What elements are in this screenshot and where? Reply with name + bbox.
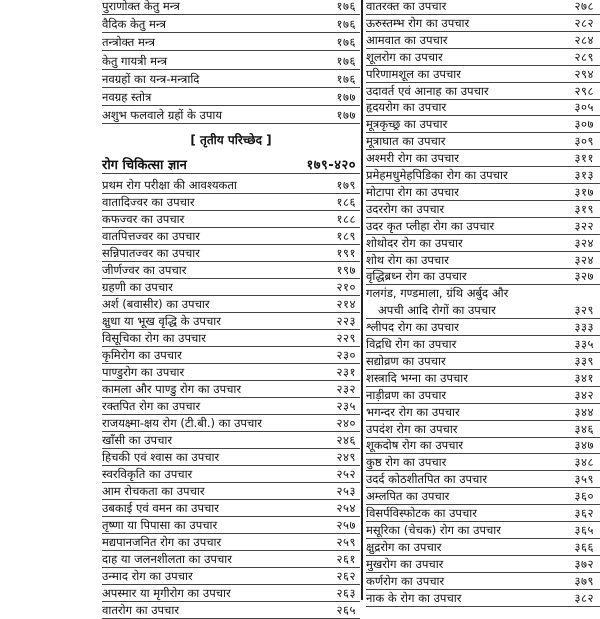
toc-entry-page: २३५	[336, 399, 356, 414]
toc-entry-page: ३७२	[574, 556, 594, 571]
toc-entry-page: २५३	[336, 484, 356, 499]
toc-entry-title: जीर्णज्वर का उपचार	[102, 263, 187, 278]
toc-entry	[366, 283, 600, 301]
toc-entry-page: २३१	[336, 365, 356, 380]
toc-left-column	[102, 0, 360, 618]
column-divider	[361, 0, 363, 600]
toc-entry-page: २३०	[336, 348, 356, 363]
toc-entry-title: मसूरिका (चेचक) रोग का उपचार	[366, 522, 501, 537]
toc-entry-page: १९१	[336, 246, 356, 261]
toc-entry-page: १७६	[336, 17, 356, 32]
toc-entry-title: भगन्दर रोग का उपचार	[366, 404, 460, 419]
toc-entry-page: ३३५	[574, 337, 594, 351]
toc-entry-page: ३३३	[574, 320, 594, 335]
toc-entry-title: स्वरविकृति का उपचार	[102, 467, 193, 482]
toc-entry	[102, 32, 360, 51]
toc-entry-page: २८९	[574, 49, 594, 64]
toc-entry-page: २४०	[336, 416, 356, 431]
toc-entry-title: प्रथम रोग परीक्षा की आवश्यकता	[102, 178, 237, 193]
toc-entry-page: २५७	[336, 518, 356, 533]
toc-entry-page: ३४८	[574, 455, 594, 470]
toc-entry-page: १७९	[336, 178, 356, 193]
toc-entry-title: कृमिरोग का उपचार	[102, 348, 182, 363]
toc-entry-title: उदावर्त एवं आनाह का उपचार	[366, 83, 489, 98]
toc-entry-page: २३२	[336, 382, 356, 397]
toc-entry-page: १८६	[336, 195, 356, 210]
toc-entry-title: वातरक्त का उपचार	[366, 0, 447, 13]
toc-entry-title: नवग्रह स्तोत्र	[102, 90, 152, 104]
toc-entry-title: अश्मरी रोग का उपचार	[366, 151, 459, 166]
toc-entry-title: रक्तपित रोग का उपचार	[102, 399, 201, 414]
toc-entry-title: कुष्ठ रोग का उपचार	[366, 455, 447, 470]
toc-entry-page: २८२	[574, 15, 594, 30]
toc-entry-page: ३२४	[574, 235, 594, 250]
toc-entry-page: ३४७	[574, 438, 594, 453]
toc-entry-title: अम्लपित का उपचार	[366, 489, 450, 504]
toc-entry-page: २१०	[336, 280, 356, 295]
toc-entry-title: तृष्णा या पिपासा का उपचार	[102, 518, 218, 533]
toc-entry	[102, 14, 360, 33]
section-title: रोग चिकित्सा ज्ञान	[102, 158, 187, 174]
toc-entry-title: उपदंश रोग का उपचार	[366, 421, 458, 436]
toc-entry-title: प्रमेहमधुमेहपिडिका रोग का उपचार	[366, 168, 508, 182]
toc-entry-page: २६१	[336, 552, 356, 567]
toc-entry-title: परिणामशूल का उपचार	[366, 66, 461, 81]
toc-entry-title: ऊरुस्तम्भ रोग का उपचार	[366, 15, 470, 30]
toc-entry-page: ३६०	[574, 489, 594, 504]
toc-entry-page: १८९	[336, 229, 356, 244]
toc-entry-page: ३२९	[574, 303, 594, 318]
toc-entry-title: वातरोग का उपचार	[102, 603, 180, 618]
toc-entry-title: शोथोदर रोग का उपचार	[366, 235, 463, 250]
toc-entry-title: शोथ रोग का उपचार	[366, 252, 449, 267]
toc-entry-title: शूकदोष रोग का उपचार	[366, 438, 464, 453]
toc-entry-page: ३११	[574, 151, 594, 166]
toc-entry-page: २७८	[574, 0, 594, 13]
toc-entry-title: आमवात का उपचार	[366, 32, 448, 47]
toc-entry-title: मूत्रकृच्छ्र का उपचार	[366, 117, 448, 132]
toc-entry-page: ३४४	[574, 404, 594, 419]
toc-entry-title: नाक के रोग का उपचार	[366, 590, 462, 605]
toc-entry-title: श्लीपद रोग का उपचार	[366, 320, 459, 335]
toc-entry-title: मद्यपानजनित रोग का उपचार	[102, 535, 222, 550]
toc-entry-page: २९८	[574, 83, 594, 98]
toc-entry-title: उदररोग का उपचार	[366, 201, 445, 216]
toc-entry-title: विसर्पविस्फोटक का उपचार	[366, 506, 477, 520]
toc-entry-page: २८४	[574, 32, 594, 47]
toc-entry-title: वातादिज्वर का उपचार	[102, 195, 195, 210]
toc-entry-title: राजयक्ष्मा-क्षय रोग (टी.बी.) का उपचार	[102, 416, 262, 431]
toc-entry-title: हिचकी एवं श्वास का उपचार	[102, 450, 220, 465]
toc-entry	[366, 588, 600, 607]
toc-entry-page: ३२४	[574, 252, 594, 267]
toc-entry-title: दाह या जलनशीलता का उपचार	[102, 552, 232, 567]
toc-entry-page: ३४६	[574, 421, 594, 436]
toc-entry-page: २२९	[336, 331, 356, 346]
toc-entry-page: २४६	[336, 433, 356, 448]
toc-entry	[102, 51, 360, 70]
toc-entry-title: वातपित्तज्वर का उपचार	[102, 229, 200, 244]
toc-entry-page: २४९	[336, 450, 356, 465]
toc-entry	[102, 87, 360, 106]
toc-entry-title: तन्त्रोक्त मन्त्र	[102, 35, 155, 50]
toc-entry-title: आम रोचकता का उपचार	[102, 484, 205, 499]
toc-entry-page: ३६२	[574, 506, 594, 520]
toc-entry-title: उन्माद रोग का उपचार	[102, 569, 193, 584]
toc-entry-title: खाँसी का उपचार	[102, 433, 173, 448]
toc-entry-page: ३१३	[574, 168, 594, 182]
toc-entry	[102, 69, 360, 88]
toc-entry-title: सन्निपातज्वर का उपचार	[102, 246, 200, 261]
toc-entry	[102, 600, 360, 619]
toc-entry-page: २५४	[336, 501, 356, 516]
toc-entry-title: कर्णरोग का उपचार	[366, 573, 445, 588]
toc-entry-page: ३६६	[574, 539, 594, 554]
toc-entry-title: अपस्मार या मृगीरोग का उपचार	[102, 586, 231, 601]
toc-entry	[102, 0, 360, 15]
toc-entry-page: ३१९	[574, 201, 594, 216]
toc-entry-page: २५९	[336, 535, 356, 550]
toc-entry-title: शस्त्रादि भग्ना का उपचार	[366, 370, 468, 385]
toc-entry-page: २६५	[336, 603, 356, 618]
toc-entry-page: १७६	[336, 53, 356, 68]
toc-entry-page: ३२७	[574, 269, 594, 284]
toc-entry-title: नाड़ीव्रण का उपचार	[366, 387, 447, 402]
toc-entry-title: मोटापा रोग का उपचार	[366, 184, 459, 199]
toc-entry-title: उबकाई एवं वमन का उपचार	[102, 501, 219, 516]
toc-entry-page: ३६५	[574, 522, 594, 537]
toc-entry-page: २१४	[336, 297, 356, 312]
toc-entry-title: अशुभ फलवाले ग्रहों के उपाय	[102, 108, 223, 123]
toc-entry-page: १८८	[336, 212, 356, 227]
toc-entry	[102, 105, 360, 124]
toc-entry-page: २२३	[336, 314, 356, 329]
toc-entry-title: ग्रहणी का उपचार	[102, 280, 173, 295]
toc-entry-title: हृदयरोग का उपचार	[366, 100, 447, 115]
toc-entry-title: पुराणोक्त केतु मन्त्र	[102, 0, 180, 13]
toc-entry-title: अपची आदि रोगों का उपचार	[378, 303, 496, 318]
toc-entry-title: कफज्वर का उपचार	[102, 212, 185, 227]
toc-entry-page: ३७९	[574, 573, 594, 588]
toc-entry-title: केतु गायत्री मन्त्र	[102, 53, 168, 68]
toc-entry-title: विद्रधि रोग का उपचार	[366, 337, 457, 351]
toc-entry-page: २५२	[336, 467, 356, 482]
toc-entry-title: नवग्रहों का यन्त्र-मन्त्रादि	[102, 71, 200, 86]
section-page-range: १७९-४२०	[306, 158, 356, 174]
toc-entry-title: उदर्द कोठशीतपित का उपचार	[366, 472, 488, 487]
toc-entry-title: क्षुद्ररोग का उपचार	[366, 539, 442, 554]
toc-entry-page: ३२२	[574, 218, 594, 233]
toc-right-column	[366, 0, 600, 605]
section-heading	[102, 151, 360, 174]
toc-entry-title: विसूचिका रोग का उपचार	[102, 331, 206, 346]
toc-entry-title: क्षुधा या भूख वृद्धि के उपचार	[102, 314, 221, 329]
toc-entry-page: १९७	[336, 263, 356, 278]
toc-entry-page: २६३	[336, 586, 356, 601]
toc-entry-page: ३४१	[574, 370, 594, 385]
toc-entry-page: ३५९	[574, 472, 594, 487]
toc-entry-page: २९४	[574, 66, 594, 81]
toc-entry-page: १७६	[336, 35, 356, 50]
toc-entry-title: वैदिक केतु मन्त्र	[102, 17, 166, 32]
toc-entry-page: २६२	[336, 569, 356, 584]
toc-entry-title: गलगंड, गण्डमाला, ग्रंथि अर्बुद और	[366, 286, 509, 301]
toc-entry-page: ३४२	[574, 387, 594, 402]
toc-entry-title: वृद्धिब्रध्न रोग का उपचार	[366, 269, 467, 284]
toc-entry-page: ३०९	[574, 134, 594, 149]
toc-entry-title: पाण्डुरोग का उपचार	[102, 365, 185, 380]
toc-entry-title: उदर कृत प्लीहा रोग का उपचार	[366, 218, 495, 233]
toc-entry-page: १७७	[336, 90, 356, 104]
toc-entry-page: ३०७	[574, 117, 594, 132]
toc-entry-title: अर्श (बवासीर) का उपचार	[102, 297, 210, 312]
toc-entry-page: ३३९	[574, 353, 594, 368]
toc-entry-page: १७६	[336, 0, 356, 13]
toc-entry-title: मुखरोग का उपचार	[366, 556, 444, 571]
toc-entry-title: मूत्राघात का उपचार	[366, 134, 446, 149]
toc-entry-title: कामला और पाण्डु रोग का उपचार	[102, 382, 242, 397]
chapter-label: [ तृतीय परिच्छेद ]	[190, 133, 272, 148]
toc-entry-page: ३०५	[574, 100, 594, 115]
toc-entry-page: १७७	[336, 108, 356, 123]
toc-entry-page: १७६	[336, 71, 356, 86]
toc-entry-title: शूलरोग का उपचार	[366, 49, 443, 64]
toc-entry-page: ३८२	[574, 590, 594, 605]
toc-entry-title: सद्योव्रण का उपचार	[366, 353, 446, 368]
toc-entry-page: ३१७	[574, 184, 594, 199]
